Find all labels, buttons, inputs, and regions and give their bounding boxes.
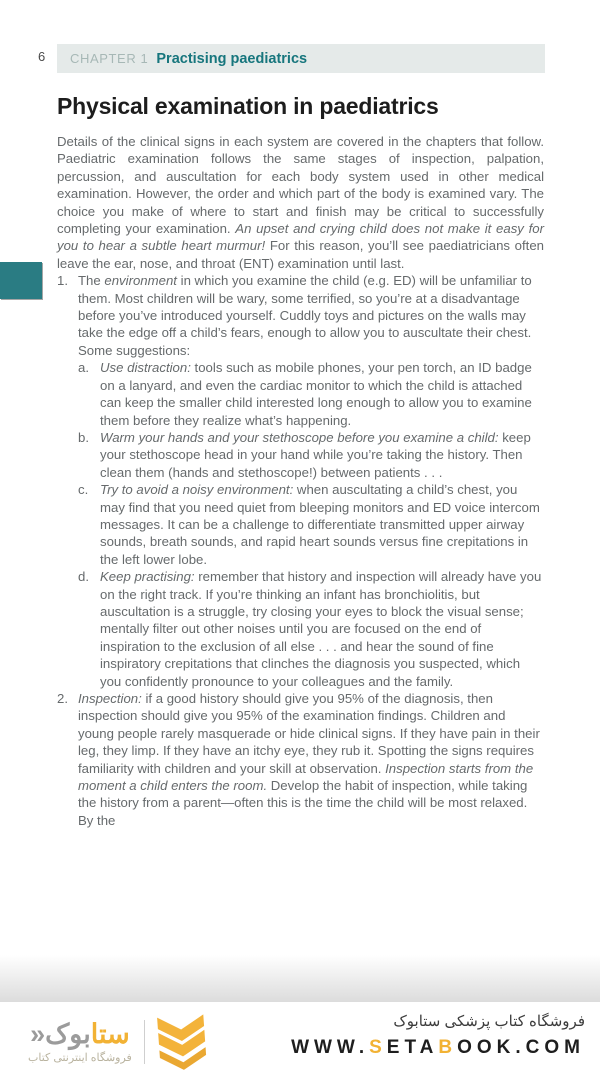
list-marker: d. bbox=[78, 569, 89, 585]
item-lead-italic: environment bbox=[104, 273, 177, 289]
logo-wordmark-block bbox=[28, 1020, 132, 1064]
list-item-text bbox=[100, 429, 544, 481]
logo-wordmark bbox=[28, 1020, 132, 1048]
list-marker: 2. bbox=[57, 691, 68, 706]
intro-italic: An upset and crying child does not make it easy for you to hear a subtle heart murmur! bbox=[57, 221, 544, 254]
list-item-text bbox=[100, 481, 544, 568]
url-www: WWW. bbox=[291, 1037, 370, 1058]
page-title: Physical examination in paediatrics bbox=[57, 93, 439, 119]
list-marker: 1. bbox=[57, 273, 68, 289]
list-subitem-a bbox=[57, 359, 544, 429]
footer-store-info bbox=[291, 1012, 585, 1059]
wordmark-gray-part: بوک« bbox=[30, 1019, 91, 1049]
intro-text-1: Details of the clinical signs in each system are covered in the chapters that follow. Paediatric examination follows the same stages of inspection, palpation, percussion, and auscultation for each body system used in other medical examination. However, the order and which part of the body is examined vary. The choice you make of where to start and finish may be critical to successfully completing your examination. bbox=[57, 134, 544, 237]
item-body: when auscultating a child’s chest, you may find that you need quiet from bleeping monitors and ED voice intercom messages. It can be a challenge to differentiate transmitted upper airway sounds, breath sounds, and rapid heart sounds versus fine crepitations in the left lower lobe. bbox=[100, 482, 540, 567]
wordmark-yellow-part: ستا bbox=[90, 1019, 130, 1049]
item-lead-italic: Inspection: bbox=[78, 691, 142, 706]
item-body-2: Develop the habit of inspection, while taking the history from a parent—often this is the time the child will be most relaxed. By the bbox=[78, 778, 528, 828]
store-url bbox=[291, 1037, 585, 1059]
item-lead-italic: Use distraction: bbox=[100, 360, 191, 376]
page-bottom-shadow bbox=[0, 955, 600, 1002]
list-item-text bbox=[100, 568, 544, 690]
chapter-header-bar bbox=[57, 44, 545, 73]
list-subitem-b bbox=[57, 429, 544, 481]
list-item-2 bbox=[57, 690, 544, 829]
list-subitem-c bbox=[57, 481, 544, 568]
intro-paragraph bbox=[57, 133, 544, 272]
chapter-label: CHAPTER 1 bbox=[70, 51, 149, 66]
item-body: tools such as mobile phones, your pen torch, an ID badge on a lanyard, and even the cardiac monitor to which the child is attached can keep the smaller child interested long enough to allow you to examine them before they realize what’s happening. bbox=[100, 360, 532, 428]
section-tab-marker bbox=[0, 262, 42, 299]
url-eta: ETA bbox=[386, 1037, 439, 1058]
item-body: in which you examine the child (e.g. ED) will be unfamiliar to them. Most children will be wary, some terrified, so you’re at a disadvantage before you’ve introduced yourself. Cuddly toys and pictures on the walls may take the edge off a child’s fears, enough to allow you to auscultate their chest. Some suggestions: bbox=[78, 273, 532, 358]
setabook-logo bbox=[28, 1014, 209, 1070]
list-marker: a. bbox=[78, 360, 89, 376]
item-lead: The bbox=[78, 273, 105, 289]
item-body: keep your stethoscope head in your hand while you’re taking the history. Then clean them (hands and stethoscope!) between patients . . . bbox=[100, 429, 531, 480]
logo-divider bbox=[144, 1020, 145, 1064]
intro-text-2: For this reason, you’ll see paediatricians often leave the ear, nose, and throat (ENT) examination until last. bbox=[57, 238, 544, 271]
list-item-text bbox=[100, 359, 544, 429]
list-item-text bbox=[78, 690, 544, 829]
item-lead-italic: Try to avoid a noisy environment: bbox=[100, 482, 294, 498]
numbered-list bbox=[57, 272, 544, 829]
body-content bbox=[57, 133, 544, 829]
list-item-text bbox=[78, 272, 544, 359]
chapter-title: Practising paediatrics bbox=[156, 50, 308, 67]
url-s-accent: S bbox=[369, 1037, 387, 1058]
item-mid-italic: Inspection starts from the moment a child enters the room. bbox=[78, 760, 534, 794]
logo-subtitle: فروشگاه اینترنتی کتاب bbox=[28, 1052, 132, 1064]
item-body: if a good history should give you 95% of the diagnosis, then inspection should give you 95% of the examination findings. Children and young people rarely masquerade or hide clinical signs. If they have pain in their leg, they limp. If they have an itchy eye, they rub it. Spotting the signs requires familiarity with children and your skill at observation. bbox=[78, 691, 540, 776]
list-marker: b. bbox=[78, 429, 89, 445]
list-marker: c. bbox=[78, 482, 89, 498]
store-name-line: فروشگاه کتاب پزشکی ستابوک bbox=[393, 1013, 585, 1030]
item-lead-italic: Keep practising: bbox=[100, 569, 195, 585]
store-footer bbox=[0, 1002, 600, 1080]
page-number: 6 bbox=[38, 49, 46, 64]
url-b-accent: B bbox=[438, 1037, 458, 1058]
list-item-1 bbox=[57, 272, 544, 359]
item-body: remember that history and inspection will already have you on the right track. If you’re thinking an infant has bronchiolitis, but auscultation is a struggle, try closing your eyes to block the visual sense; mentally filter out other noises until you are focused on the end of inspiration to the exclusion of all else . . . and hear the sound of fine inspiratory crepitations that clinches the diagnosis you suspected, which you confidently pronounce to your colleagues and the family. bbox=[100, 569, 542, 689]
list-subitem-d bbox=[57, 568, 544, 690]
chevron-emblem-icon bbox=[153, 1012, 211, 1072]
item-lead-italic: Warm your hands and your stethoscope before you examine a child: bbox=[100, 429, 499, 445]
url-ookcom: OOK.COM bbox=[457, 1037, 585, 1058]
